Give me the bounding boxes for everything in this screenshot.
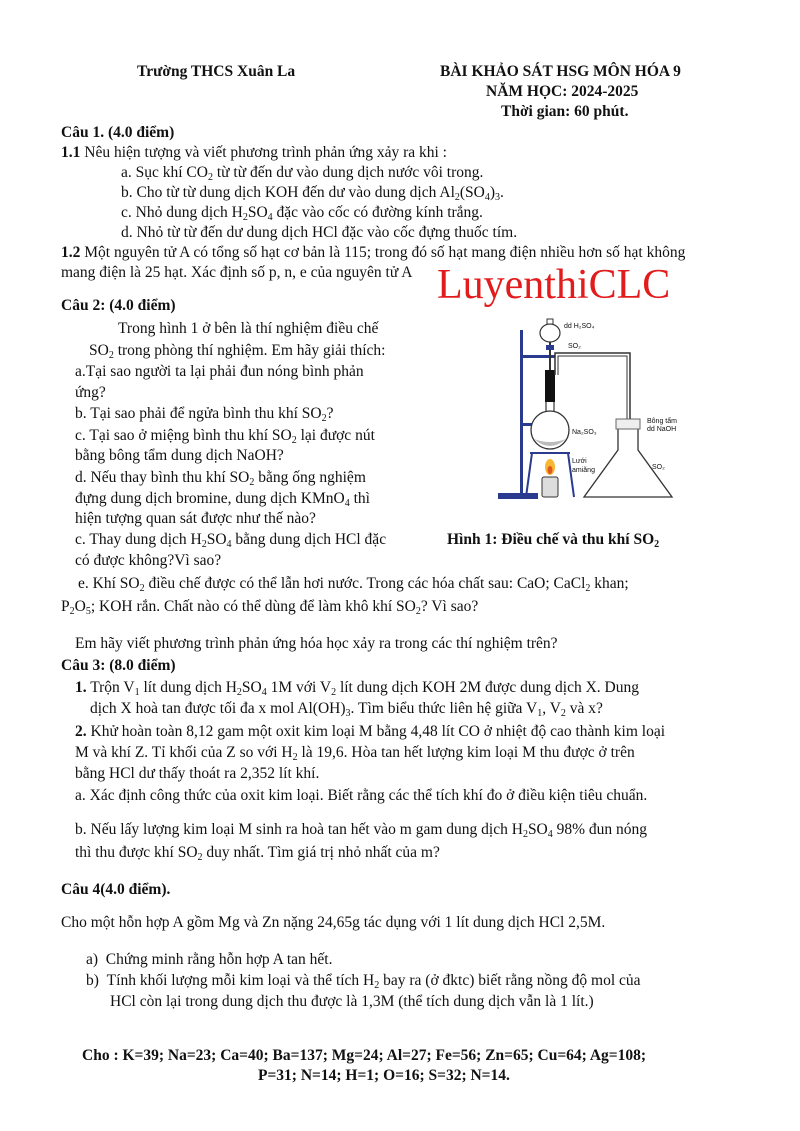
delivery-tube-inner <box>558 356 627 455</box>
q2-e-line2: $P_2O_5$; KOH rắn. Chất nào có thể dùng để làm khô khí $SO_2$? Vì sao? <box>61 598 479 617</box>
exam-time: Thời gian: 60 phút. <box>501 103 629 120</box>
q2-c-line1: c. Tại sao ở miệng bình thu khí $SO_2$ lại được nút <box>75 427 375 446</box>
label-amiang: amiăng <box>572 467 595 474</box>
q3-p2-b-line2: thì thu được khí $SO_2$ duy nhất. Tìm giá trị nhỏ nhất của m? <box>75 844 440 863</box>
q1-item-a: a. Sục khí $CO_2$ từ từ đến dư vào dung dịch nước vôi trong. <box>121 164 484 183</box>
footer-atomic-masses-2: P=31; N=14; H=1; O=16; S=32; N=14. <box>258 1067 510 1084</box>
funnel-tap <box>546 345 554 350</box>
label-dd-naoh: dd NaOH <box>647 426 677 433</box>
so2-apparatus-diagram <box>480 315 695 515</box>
label-bong-tam: Bông tẩm <box>647 418 677 425</box>
label-luoi: Lưới <box>572 458 587 465</box>
q2-d-line3: hiện tượng quan sát được như thế nào? <box>75 510 316 527</box>
alcohol-lamp <box>542 477 558 497</box>
q1-item-b: b. Cho từ từ dung dịch KOH đến dư vào dung dịch $Al_2(SO_4)_3$. <box>121 184 504 203</box>
label-so2-flask: SO₂ <box>652 464 665 471</box>
watermark-logo: LuyenthiCLC <box>437 262 671 308</box>
school-year: NĂM HỌC: 2024-2025 <box>486 83 639 100</box>
stand-rod <box>520 330 523 495</box>
q2-d-line1: d. Nếu thay bình thu khí $SO_2$ bằng ống nghiệm <box>75 469 366 488</box>
q4-b-line1: b) Tính khối lượng mỗi kim loại và thể tích $H_2$ bay ra (ở đktc) biết rằng nồng độ mol của <box>86 972 641 991</box>
tripod-leg-left <box>526 453 532 497</box>
q3-p1-line2: dịch X hoà tan được tối đa x mol $Al(OH)_3$. Tìm biểu thức liên hệ giữa $V_1$, $V_2$ và x? <box>90 700 603 719</box>
q4-intro: Cho một hỗn hợp A gồm Mg và Zn nặng 24,65g tác dụng với 1 lít dung dịch HCl 2,5M. <box>61 914 606 931</box>
figure-apparatus <box>480 315 695 515</box>
q2-intro-1: Trong hình 1 ở bên là thí nghiệm điều chế <box>118 320 379 337</box>
q1-item-c: c. Nhỏ dung dịch $H_2SO_4$ đặc vào cốc có đường kính trắng. <box>121 204 483 223</box>
flame-core <box>548 466 553 474</box>
q3-title: Câu 3: (8.0 điểm) <box>61 657 176 674</box>
q2-b: b. Tại sao phải để ngửa bình thu khí $SO_2$? <box>75 405 334 424</box>
q1-2-line1: 1.2 Một nguyên tử A có tổng số hạt cơ bản là 115; trong đó số hạt mang điện nhiều hơn số hạt không <box>61 244 686 261</box>
q2-title: Câu 2: (4.0 điểm) <box>61 297 176 314</box>
label-h2so4: dd H₂SO₄ <box>564 323 595 330</box>
footer-atomic-masses-1: Cho : K=39; Na=23; Ca=40; Ba=137; Mg=24; Al=27; Fe=56; Zn=65; Cu=64; Ag=108; <box>82 1047 647 1064</box>
q3-p2-a: a. Xác định công thức của oxit kim loại. Biết rằng các thể tích khí đo ở điều kiện tiêu chuẩn. <box>75 787 648 804</box>
q2-c2-line1: c. Thay dung dịch $H_2SO_4$ bằng dung dịch HCl đặc <box>75 531 387 550</box>
q3-p2-b-line1: b. Nếu lấy lượng kim loại M sinh ra hoà tan hết vào m gam dung dịch $H_2SO_4$ 98% đun nóng <box>75 821 648 840</box>
q4-a: a) Chứng minh rằng hỗn hợp A tan hết. <box>86 951 333 968</box>
stand-base <box>498 493 538 499</box>
q4-b-line2: HCl còn lại trong dung dịch thu được là 1,3M (thể tích dung dịch vẫn là 1 lít.) <box>110 993 594 1010</box>
q1-1-prompt: 1.1 Nêu hiện tượng và viết phương trình phản ứng xảy ra khi : <box>61 144 447 161</box>
q2-a-line2: ứng? <box>75 384 106 401</box>
q2-d-line2: đựng dung dịch bromine, dung dịch KMnO$_4$ thì <box>75 490 370 509</box>
q1-2-line2: mang điện là 25 hạt. Xác định số p, n, e của nguyên tử A <box>61 264 413 281</box>
school-name: Trường THCS Xuân La <box>137 63 296 80</box>
figure-caption: Hình 1: Điều chế và thu khí $SO_2$ <box>447 531 660 550</box>
q2-a-line1: a.Tại sao người ta lại phải đun nóng bình phản <box>75 363 364 380</box>
cotton-plug <box>616 419 640 429</box>
q1-title: Câu 1. (4.0 điểm) <box>61 124 175 141</box>
q3-p2-line2: M và khí Z. Tỉ khối của Z so với $H_2$ là 19,6. Hòa tan hết lượng kim loại M thu được ở trên <box>75 744 635 763</box>
q4-title: Câu 4(4.0 điểm). <box>61 881 171 898</box>
q2-e-line1: e. Khí $SO_2$ điều chế được có thể lẫn hơi nước. Trong các hóa chất sau: CaO; CaCl$_2$ khan; <box>78 575 629 594</box>
label-na2so3: Na₂SO₃ <box>572 429 597 436</box>
stopper-block <box>545 370 555 402</box>
label-so2-top: SO₂ <box>568 343 581 350</box>
q2-final: Em hãy viết phương trình phản ứng hóa học xảy ra trong các thí nghiệm trên? <box>75 635 558 652</box>
q2-intro-2: $SO_2$ trong phòng thí nghiệm. Em hãy giải thích: <box>89 342 386 361</box>
exam-title: BÀI KHẢO SÁT HSG MÔN HÓA 9 <box>440 63 681 80</box>
q2-c-line2: bằng bông tẩm dung dịch NaOH? <box>75 447 284 464</box>
q3-p1-line1: 1. Trộn $V_1$ lít dung dịch $H_2SO_4$ 1M với $V_2$ lít dung dịch KOH 2M được dung dịch X. Dung <box>75 679 639 698</box>
q3-p2-line1: 2. Khử hoàn toàn 8,12 gam một oxit kim loại M bằng 4,48 lít CO ở nhiệt độ cao thành kim loại <box>75 723 666 740</box>
q3-p2-line3: bằng HCl dư thấy thoát ra 2,352 lít khí. <box>75 765 320 782</box>
collecting-flask <box>584 423 672 497</box>
funnel-bulb <box>540 324 560 342</box>
funnel-stopper <box>547 319 553 324</box>
q1-item-d: d. Nhỏ từ từ đến dư dung dịch HCl đặc vào cốc đựng thuốc tím. <box>121 224 518 241</box>
q2-c2-line2: có được không?Vì sao? <box>75 552 222 569</box>
